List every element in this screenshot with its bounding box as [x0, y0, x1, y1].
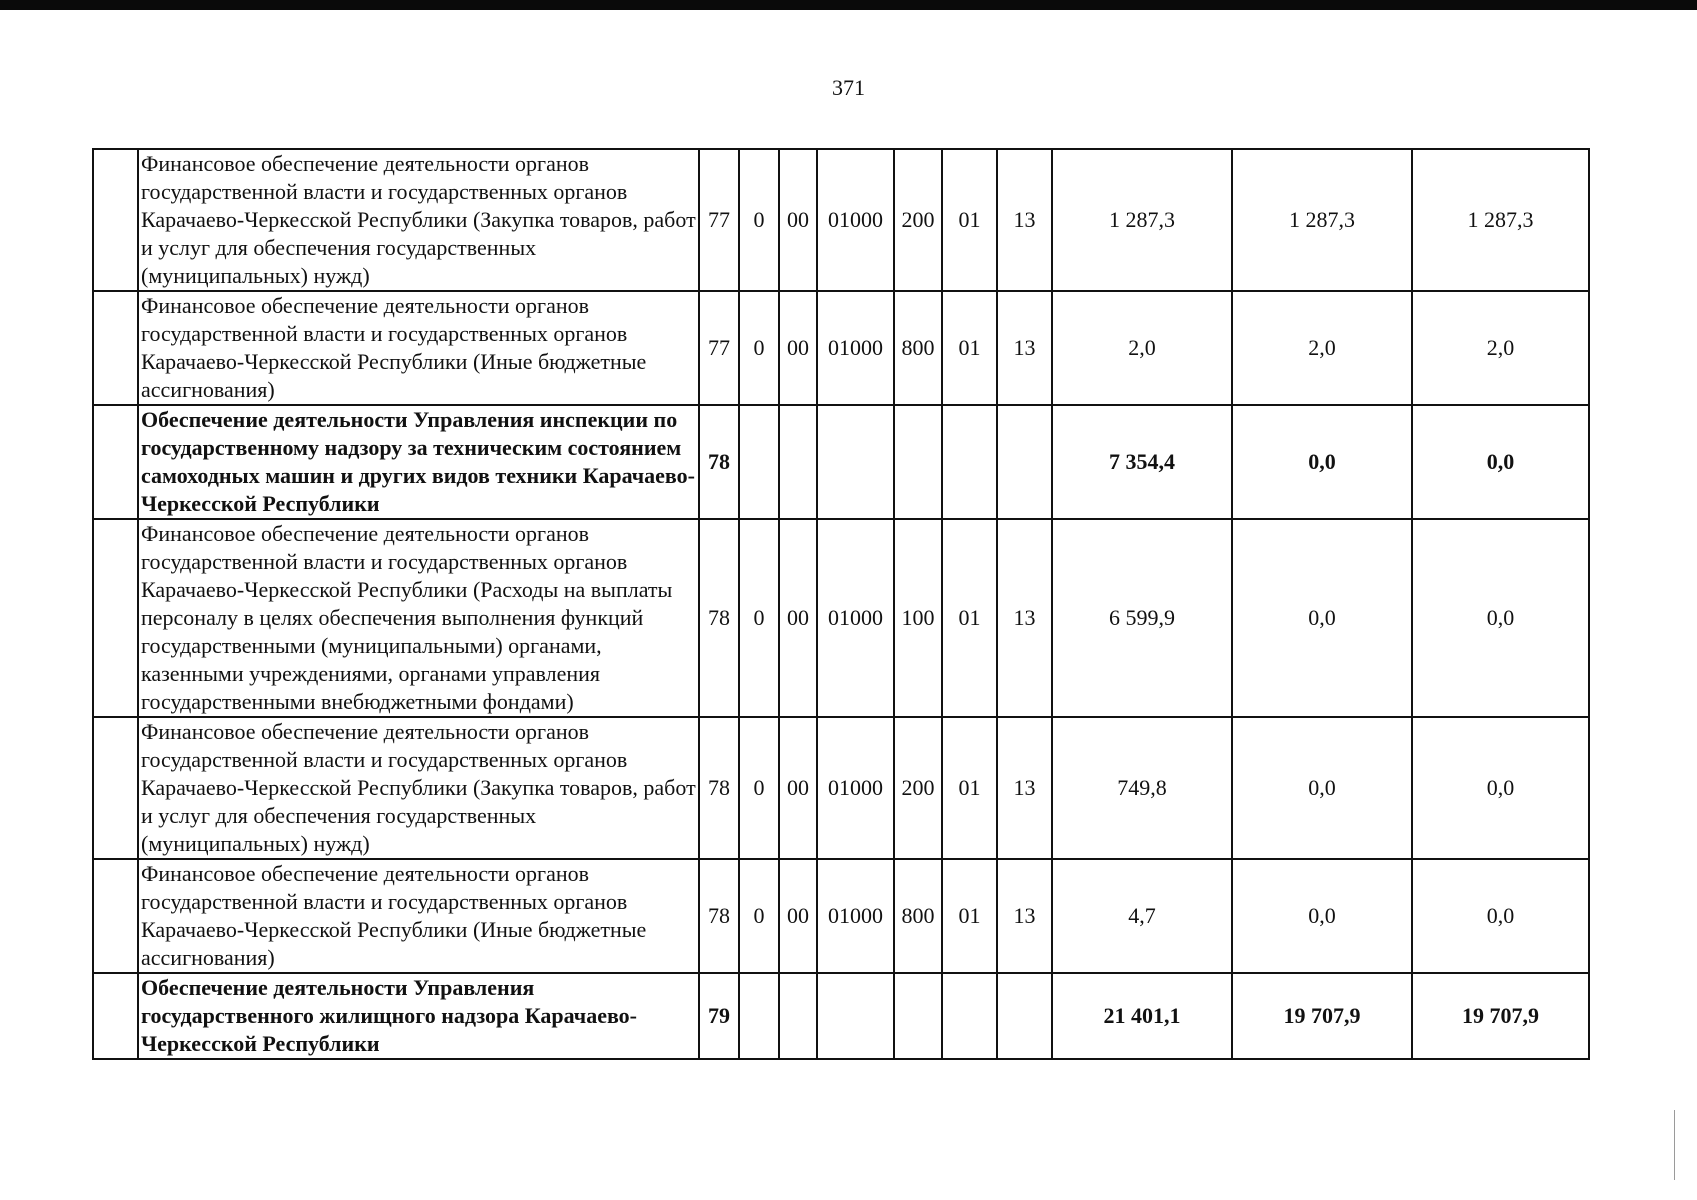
code-cell: 78	[699, 405, 739, 519]
code-cell	[942, 973, 997, 1059]
amount-cell: 0,0	[1232, 519, 1412, 717]
code-cell: 78	[699, 717, 739, 859]
table-row	[93, 519, 1589, 717]
code-cell: 79	[699, 973, 739, 1059]
amount-cell: 0,0	[1412, 405, 1589, 519]
row-number-cell	[93, 405, 138, 519]
row-name-cell: Финансовое обеспечение деятельности органов государственной власти и государственных органов Карачаево-Черкесской Республики (Расходы на выплаты персоналу в целях обеспечения выполнения функций государственными (муниципальными) органами, казенными учреждениями, органами управления государственными внебюджетными фондами)	[138, 519, 699, 717]
code-cell: 13	[997, 717, 1052, 859]
table-row	[93, 405, 1589, 519]
scan-top-edge	[0, 0, 1697, 10]
code-cell	[817, 973, 894, 1059]
amount-cell: 0,0	[1412, 717, 1589, 859]
row-number-cell	[93, 149, 138, 291]
code-cell: 01	[942, 149, 997, 291]
amount-cell: 4,7	[1052, 859, 1232, 973]
amount-cell: 21 401,1	[1052, 973, 1232, 1059]
code-cell: 800	[894, 291, 942, 405]
code-cell: 01000	[817, 717, 894, 859]
code-cell: 00	[779, 717, 817, 859]
code-cell: 0	[739, 149, 779, 291]
code-cell: 100	[894, 519, 942, 717]
code-cell: 01000	[817, 519, 894, 717]
code-cell: 78	[699, 519, 739, 717]
amount-cell: 749,8	[1052, 717, 1232, 859]
row-number-cell	[93, 973, 138, 1059]
row-number-cell	[93, 859, 138, 973]
budget-table	[92, 148, 1590, 1060]
amount-cell: 2,0	[1412, 291, 1589, 405]
code-cell: 13	[997, 519, 1052, 717]
amount-cell: 19 707,9	[1412, 973, 1589, 1059]
row-name-cell: Обеспечение деятельности Управления инспекции по государственному надзору за техническим состоянием самоходных машин и других видов техники Карачаево-Черкесской Республики	[138, 405, 699, 519]
code-cell: 01	[942, 291, 997, 405]
code-cell	[739, 405, 779, 519]
code-cell: 78	[699, 859, 739, 973]
amount-cell: 1 287,3	[1412, 149, 1589, 291]
code-cell: 00	[779, 291, 817, 405]
table-row	[93, 717, 1589, 859]
row-number-cell	[93, 717, 138, 859]
code-cell: 0	[739, 859, 779, 973]
code-cell: 77	[699, 149, 739, 291]
code-cell	[894, 973, 942, 1059]
row-name-cell: Финансовое обеспечение деятельности органов государственной власти и государственных органов Карачаево-Черкесской Республики (Закупка товаров, работ и услуг для обеспечения государственных (муниципальных) нужд)	[138, 149, 699, 291]
table-row	[93, 859, 1589, 973]
code-cell	[997, 973, 1052, 1059]
code-cell: 13	[997, 291, 1052, 405]
code-cell: 77	[699, 291, 739, 405]
code-cell: 01	[942, 859, 997, 973]
code-cell: 00	[779, 519, 817, 717]
amount-cell: 0,0	[1232, 717, 1412, 859]
amount-cell: 0,0	[1232, 405, 1412, 519]
table-row	[93, 973, 1589, 1059]
code-cell: 0	[739, 291, 779, 405]
row-name-cell: Обеспечение деятельности Управления государственного жилищного надзора Карачаево-Черкесской Республики	[138, 973, 699, 1059]
code-cell	[894, 405, 942, 519]
code-cell: 13	[997, 149, 1052, 291]
code-cell: 01000	[817, 291, 894, 405]
code-cell: 0	[739, 717, 779, 859]
row-number-cell	[93, 291, 138, 405]
amount-cell: 7 354,4	[1052, 405, 1232, 519]
row-name-cell: Финансовое обеспечение деятельности органов государственной власти и государственных органов Карачаево-Черкесской Республики (Иные бюджетные ассигнования)	[138, 859, 699, 973]
code-cell	[739, 973, 779, 1059]
code-cell: 01	[942, 717, 997, 859]
code-cell: 200	[894, 149, 942, 291]
code-cell	[817, 405, 894, 519]
code-cell: 01000	[817, 859, 894, 973]
code-cell: 13	[997, 859, 1052, 973]
code-cell: 00	[779, 859, 817, 973]
table-body	[93, 149, 1589, 1059]
code-cell: 200	[894, 717, 942, 859]
code-cell: 00	[779, 149, 817, 291]
amount-cell: 0,0	[1412, 859, 1589, 973]
row-number-cell	[93, 519, 138, 717]
amount-cell: 0,0	[1232, 859, 1412, 973]
table-row	[93, 291, 1589, 405]
page-number: 371	[832, 75, 865, 100]
code-cell	[942, 405, 997, 519]
code-cell: 01000	[817, 149, 894, 291]
amount-cell: 19 707,9	[1232, 973, 1412, 1059]
amount-cell: 2,0	[1052, 291, 1232, 405]
amount-cell: 1 287,3	[1232, 149, 1412, 291]
amount-cell: 2,0	[1232, 291, 1412, 405]
row-name-cell: Финансовое обеспечение деятельности органов государственной власти и государственных органов Карачаево-Черкесской Республики (Закупка товаров, работ и услуг для обеспечения государственных (муниципальных) нужд)	[138, 717, 699, 859]
code-cell: 800	[894, 859, 942, 973]
code-cell	[997, 405, 1052, 519]
row-name-cell: Финансовое обеспечение деятельности органов государственной власти и государственных органов Карачаево-Черкесской Республики (Иные бюджетные ассигнования)	[138, 291, 699, 405]
amount-cell: 0,0	[1412, 519, 1589, 717]
code-cell: 0	[739, 519, 779, 717]
table-row	[93, 149, 1589, 291]
code-cell	[779, 405, 817, 519]
scan-artifact-line	[1674, 1110, 1675, 1180]
amount-cell: 1 287,3	[1052, 149, 1232, 291]
code-cell	[779, 973, 817, 1059]
code-cell: 01	[942, 519, 997, 717]
amount-cell: 6 599,9	[1052, 519, 1232, 717]
